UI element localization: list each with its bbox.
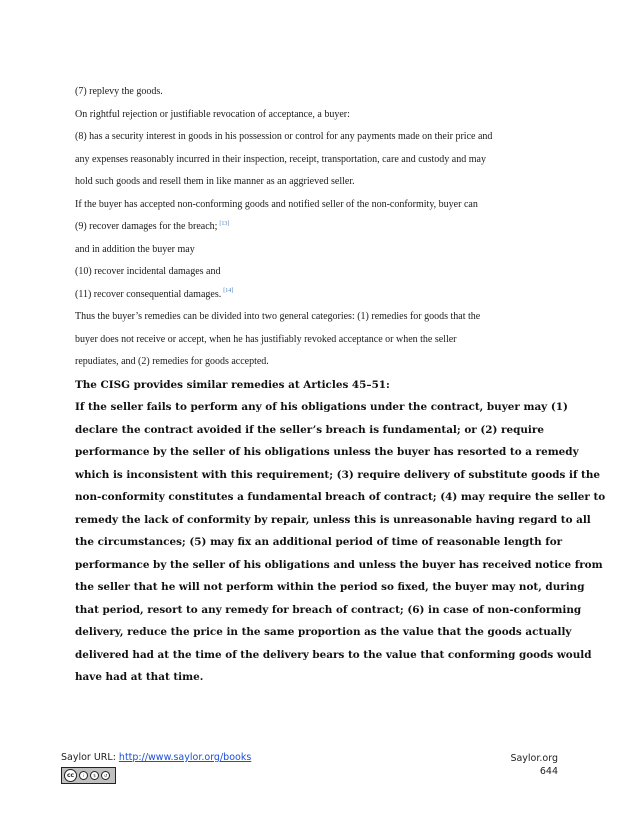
text-line-content: The CISG provides similar remedies at Articles 45–51: <box>75 378 390 391</box>
text-line-content: have had at that time. <box>75 671 204 683</box>
text-line <box>75 126 565 149</box>
text-line <box>75 441 579 464</box>
text-line <box>75 216 565 239</box>
footer-site: Saylor.org <box>510 753 558 764</box>
text-line-content: (11) recover consequential damages. <box>75 288 222 300</box>
text-line <box>75 284 565 307</box>
footer-url-link[interactable]: http://www.saylor.org/books <box>118 752 252 763</box>
footer-url-label: Saylor URL: <box>61 752 119 763</box>
footnote-link[interactable]: [14] <box>223 288 234 295</box>
text-line <box>75 149 565 172</box>
text-line <box>75 621 572 644</box>
text-line-content: (10) recover incidental damages and <box>75 266 221 277</box>
text-line <box>75 644 592 667</box>
footer-right <box>510 752 558 778</box>
footnote-link[interactable]: [13] <box>219 220 230 227</box>
text-line <box>75 194 565 217</box>
text-line <box>75 554 603 577</box>
creative-commons-badge[interactable] <box>61 767 116 784</box>
text-line <box>75 329 565 352</box>
text-line-content: which is inconsistent with this requirement; (3) require delivery of substitute goods if the <box>75 468 600 481</box>
text-line <box>75 374 565 397</box>
text-line-content: repudiates, and (2) remedies for goods accepted. <box>75 356 269 367</box>
text-line-content: declare the contract avoided if the seller’s breach is fundamental; or (2) require <box>75 423 544 436</box>
text-line-content: non-conformity constitutes a fundamental breach of contract; (4) may require the seller to <box>75 491 606 503</box>
text-line <box>75 171 565 194</box>
text-line-content: (8) has a security interest in goods in his possession or control for any payments made on their price and <box>75 131 493 142</box>
text-line <box>75 419 565 442</box>
footer-url-line <box>61 752 251 763</box>
text-line <box>75 576 585 599</box>
text-line-content: (7) replevy the goods. <box>75 86 163 97</box>
noncommercial-icon: $ <box>90 771 99 780</box>
attribution-icon: i <box>79 771 88 780</box>
text-line <box>75 306 565 329</box>
text-line <box>75 239 565 262</box>
text-line-content: delivery, reduce the price in the same proportion as the value that the goods actually <box>75 626 572 638</box>
text-line-content: hold such goods and resell them in like manner as an aggrieved seller. <box>75 176 355 187</box>
text-line <box>75 509 591 532</box>
text-line-content: performance by the seller of his obligations unless the buyer has resorted to a remedy <box>75 446 579 458</box>
text-line <box>75 464 600 487</box>
text-line <box>75 666 565 689</box>
text-line-content: If the buyer has accepted non-conforming goods and notified seller of the non-conformity, buyer can <box>75 198 478 210</box>
text-line <box>75 396 568 419</box>
text-line-content: performance by the seller of his obligations and unless the buyer has received notice from <box>75 558 603 571</box>
text-line <box>75 351 565 374</box>
text-line-content: the circumstances; (5) may fix an additional period of time of reasonable length for <box>75 536 563 548</box>
text-line-content: delivered had at the time of the delivery bears to the value that conforming goods would <box>75 648 592 661</box>
sharealike-icon: ↺ <box>101 771 110 780</box>
text-line-content: If the seller fails to perform any of his obligations under the contract, buyer may (1) <box>75 401 568 413</box>
text-line-content: and in addition the buyer may <box>75 243 195 255</box>
text-line-content: buyer does not receive or accept, when he has justifiably revoked acceptance or when the seller <box>75 333 457 345</box>
text-line-content: remedy the lack of conformity by repair, unless this is unreasonable having regard to all <box>75 513 591 526</box>
page-number: 644 <box>539 766 558 777</box>
text-line <box>75 599 582 622</box>
text-line <box>75 531 565 554</box>
text-line <box>75 81 565 104</box>
text-line-content: that period, resort to any remedy for breach of contract; (6) in case of non-conforming <box>75 603 582 616</box>
text-line <box>75 261 565 284</box>
text-line <box>75 104 565 127</box>
cc-icon: cc <box>64 769 77 782</box>
text-line-content: (9) recover damages for the breach; <box>75 221 218 232</box>
text-line-content: the seller that he will not perform within the period so fixed, the buyer may not, during <box>75 581 585 593</box>
text-line-content: On rightful rejection or justifiable revocation of acceptance, a buyer: <box>75 108 350 120</box>
text-line <box>75 486 606 509</box>
document-body <box>75 81 606 689</box>
text-line-content: any expenses reasonably incurred in their inspection, receipt, transportation, care and custody and may <box>75 153 486 165</box>
text-line-content: Thus the buyer’s remedies can be divided into two general categories: (1) remedies for goods that the <box>75 311 481 322</box>
